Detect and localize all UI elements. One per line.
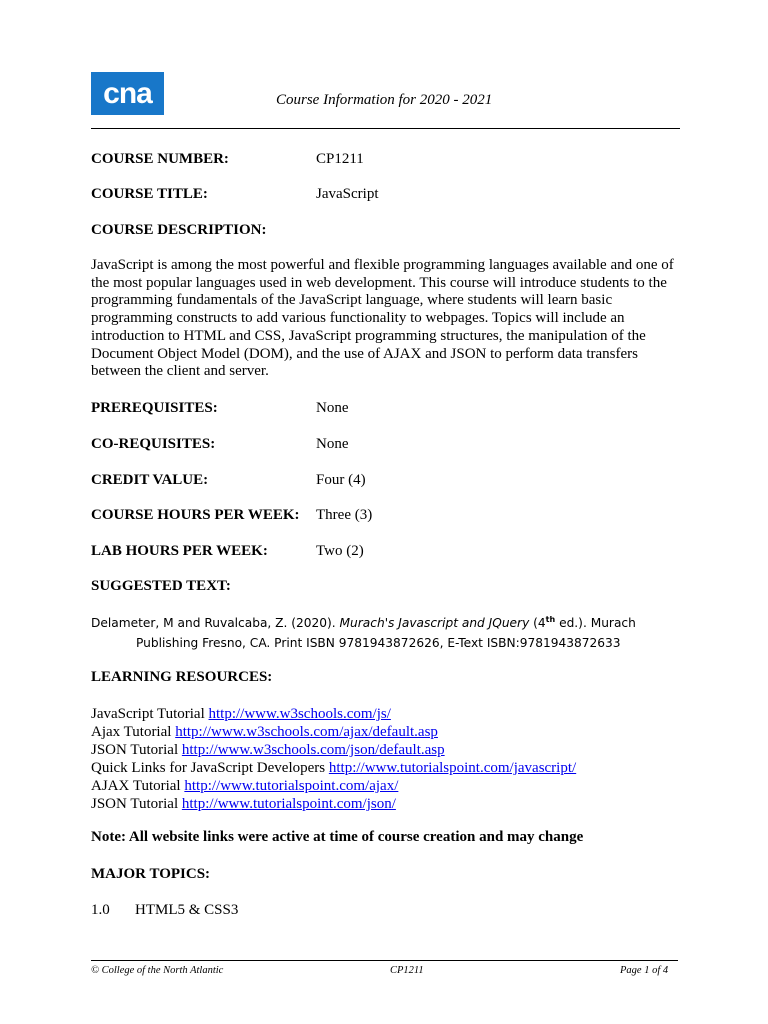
resource-label: JSON Tutorial bbox=[91, 796, 182, 812]
course-title-value: JavaScript bbox=[316, 186, 379, 202]
header-divider bbox=[91, 128, 680, 129]
lab-hours-label: LAB HOURS PER WEEK: bbox=[91, 543, 268, 559]
resource-link[interactable]: http://www.w3schools.com/ajax/default.asp bbox=[175, 724, 438, 740]
prerequisites-label: PREREQUISITES: bbox=[91, 400, 218, 416]
list-item bbox=[91, 759, 576, 777]
list-item bbox=[91, 723, 576, 741]
list-item bbox=[91, 741, 576, 759]
description-line: programming constructs to add various functionality to webpages. Topics will include an bbox=[91, 310, 625, 327]
resource-link[interactable]: http://www.tutorialspoint.com/javascript/ bbox=[328, 760, 577, 776]
resource-label: JSON Tutorial bbox=[91, 742, 182, 758]
list-item bbox=[91, 777, 576, 795]
citation-edition-open: (4 bbox=[529, 616, 546, 630]
citation-authors: Delameter, M and Ruvalcaba, Z. (2020). bbox=[91, 616, 340, 630]
suggested-text-heading: SUGGESTED TEXT: bbox=[91, 578, 231, 594]
topic-title: HTML5 & CSS3 bbox=[135, 902, 239, 918]
suggested-text-citation bbox=[91, 613, 636, 653]
description-line: between the client and server. bbox=[91, 363, 269, 380]
resource-label: AJAX Tutorial bbox=[91, 778, 185, 794]
description-line: Document Object Model (DOM), and the use of AJAX and JSON to perform data transfers bbox=[91, 345, 638, 362]
credit-value-label: CREDIT VALUE: bbox=[91, 472, 209, 488]
learning-resources-list bbox=[91, 705, 576, 813]
links-note: Note: All website links were active at time of course creation and may change bbox=[91, 829, 584, 845]
course-title-label: COURSE TITLE: bbox=[91, 186, 208, 202]
course-hours-value: Three (3) bbox=[316, 507, 373, 523]
citation-line-1 bbox=[91, 616, 636, 630]
corequisites-value: None bbox=[316, 436, 349, 452]
cna-logo: cna bbox=[91, 72, 164, 115]
description-line: programming fundamentals of the JavaScript language, where students will learn basic bbox=[91, 292, 613, 309]
description-line: introduction to HTML and CSS, JavaScript programming structures, the manipulation of the bbox=[91, 327, 646, 344]
citation-line-2: Publishing Fresno, CA. Print ISBN 9781943872626, E-Text ISBN:9781943872633 bbox=[136, 636, 621, 650]
description-line: the most popular languages used in web development. This course will introduce students to the bbox=[91, 274, 667, 291]
resource-label: JavaScript Tutorial bbox=[91, 706, 209, 722]
list-item bbox=[91, 795, 576, 813]
footer-copyright: © College of the North Atlantic bbox=[91, 965, 224, 976]
description-line: JavaScript is among the most powerful and flexible programming languages available and one of bbox=[91, 257, 674, 273]
course-description-text bbox=[91, 257, 691, 381]
credit-value-value: Four (4) bbox=[316, 472, 366, 488]
resource-link[interactable]: http://www.w3schools.com/json/default.asp bbox=[181, 742, 445, 758]
footer-course-code: CP1211 bbox=[390, 965, 424, 976]
lab-hours-value: Two (2) bbox=[316, 543, 364, 559]
topic-number: 1.0 bbox=[91, 902, 110, 918]
corequisites-label: CO-REQUISITES: bbox=[91, 436, 216, 452]
learning-resources-heading: LEARNING RESOURCES: bbox=[91, 669, 273, 685]
citation-edition-close: ed.). Murach bbox=[555, 616, 636, 630]
footer-page-number: Page 1 of 4 bbox=[620, 965, 669, 976]
course-hours-label: COURSE HOURS PER WEEK: bbox=[91, 507, 300, 523]
footer-divider bbox=[91, 960, 678, 961]
course-number-value: CP1211 bbox=[316, 151, 364, 167]
citation-book-title: Murach's Javascript and JQuery bbox=[339, 616, 530, 630]
resource-link[interactable]: http://www.tutorialspoint.com/ajax/ bbox=[184, 778, 399, 794]
course-number-label: COURSE NUMBER: bbox=[91, 151, 229, 167]
prerequisites-value: None bbox=[316, 400, 349, 416]
page-header-title: Course Information for 2020 - 2021 bbox=[276, 92, 493, 108]
resource-label: Ajax Tutorial bbox=[91, 724, 176, 740]
citation-edition-superscript: th bbox=[545, 614, 556, 624]
resource-label: Quick Links for JavaScript Developers bbox=[91, 760, 329, 776]
major-topics-heading: MAJOR TOPICS: bbox=[91, 866, 211, 882]
resource-link[interactable]: http://www.w3schools.com/js/ bbox=[208, 706, 391, 722]
list-item bbox=[91, 705, 576, 723]
resource-link[interactable]: http://www.tutorialspoint.com/json/ bbox=[181, 796, 396, 812]
course-description-heading: COURSE DESCRIPTION: bbox=[91, 222, 267, 238]
